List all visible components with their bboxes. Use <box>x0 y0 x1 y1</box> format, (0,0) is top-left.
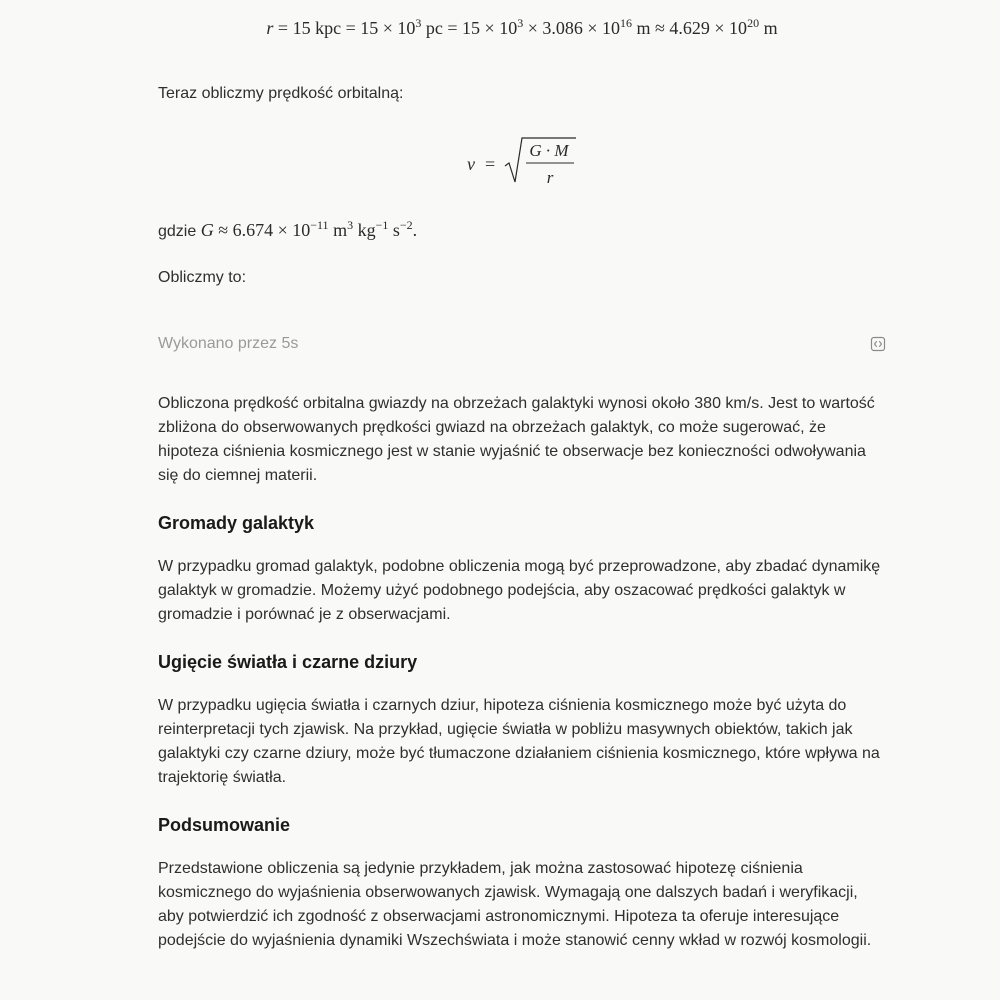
fraction-denominator: r <box>546 168 554 187</box>
parsec-conversion: × 3.086 × 10 <box>527 18 621 38</box>
gravity-value: ≈ 6.674 × 10 <box>218 220 311 240</box>
unit-m: m <box>763 18 778 38</box>
radius-equation: r = 15 kpc = $15 \times 10^3$ pc = $15 \times 10^3 \times 3.086 \times 10^{16}$ $m \approx 4.629 \times 10^{20}$ m <box>266 16 778 38</box>
punctuation: . <box>412 220 418 240</box>
gravity-constant-line <box>158 218 886 244</box>
exponent: −2 <box>399 218 413 232</box>
radius-value-m: ≈ 4.629 × 10 <box>655 18 748 38</box>
var-r: r <box>266 18 274 38</box>
unit-s: s <box>392 220 400 240</box>
execution-label: Wykonano przez 5s <box>158 335 299 352</box>
exponent: −1 <box>375 218 389 232</box>
radius-value-pc: 15 × 10 <box>360 18 416 38</box>
paragraph: Teraz obliczmy prędkość orbitalną: <box>158 85 404 102</box>
velocity-formula-graphic <box>458 136 588 190</box>
radius-value-product: 15 × 10 <box>462 18 518 38</box>
unit-m: m <box>636 18 651 38</box>
exponent: 3 <box>347 218 354 232</box>
velocity-equation <box>158 136 886 190</box>
paragraph: Obliczmy to: <box>158 269 247 286</box>
paragraph: W przypadku ugięcia światła i czarnych dziur, hipoteza ciśnienia kosmicznego może być użyta do reinterpretacji tych zjawisk. Na przykład, ugięcie światła w pobliżu masywnych obiektów, takich jak galaktyki czy czarne dziury, może być tłumaczone działaniem ciśnienia kosmicznego, które wpływa na trajektorię światła. <box>158 697 880 786</box>
code-icon[interactable] <box>870 336 886 352</box>
unit-pc: pc <box>425 18 443 38</box>
exponent: 3 <box>415 16 422 30</box>
unit-kg: kg <box>357 220 376 240</box>
unit-m: m <box>333 220 348 240</box>
paragraph: Przedstawione obliczenia są jedynie przykładem, jak można zastosować hipotezę ciśnienia kosmicznego do wyjaśnienia obserwowanych zjawisk. Wymagają one dalszych badań i weryfikacji, aby potwierdzić ich zgodność z obserwacjami astronomicznymi. Hipoteza ta oferuje interesujące podejście do wyjaśnienia dynamiki Wszechświata i może stanowić cenny wkład w rozwój kosmologii. <box>158 860 872 949</box>
exponent: 16 <box>620 16 633 30</box>
paragraph: Obliczona prędkość orbitalna gwiazdy na obrzeżach galaktyki wynosi około 380 km/s. Jest to wartość zbliżona do obserwowanych prędkości gwiazd na obrzeżach galaktyk, co może sugerować, że hipoteza ciśnienia kosmicznego jest w stanie wyjaśnić te obserwacje bez konieczności odwoływania się do ciemnej materii. <box>158 395 875 484</box>
exponent: 20 <box>747 16 760 30</box>
exponent: −11 <box>310 218 329 232</box>
var-g: G <box>200 220 214 240</box>
section-heading: Gromady galaktyk <box>158 513 315 533</box>
paragraph: W przypadku gromad galaktyk, podobne obliczenia mogą być przeprowadzone, aby zbadać dynamikę galaktyk w gromadzie. Możemy użyć podobnego podejścia, aby oszacować prędkości galaktyk w gromadzie i porównać je z obserwacjami. <box>158 558 881 623</box>
code-execution-row[interactable] <box>158 332 886 356</box>
section-heading: Ugięcie światła i czarne dziury <box>158 652 418 672</box>
exponent: 3 <box>517 16 524 30</box>
gravity-prefix: gdzie <box>158 223 197 240</box>
section-heading: Podsumowanie <box>158 815 291 835</box>
radius-value-kpc: 15 <box>292 18 311 38</box>
fraction-numerator: G · M <box>529 141 569 160</box>
svg-text:=: = <box>485 154 496 174</box>
unit-kpc: kpc <box>315 18 342 38</box>
var-v: v <box>467 154 475 174</box>
